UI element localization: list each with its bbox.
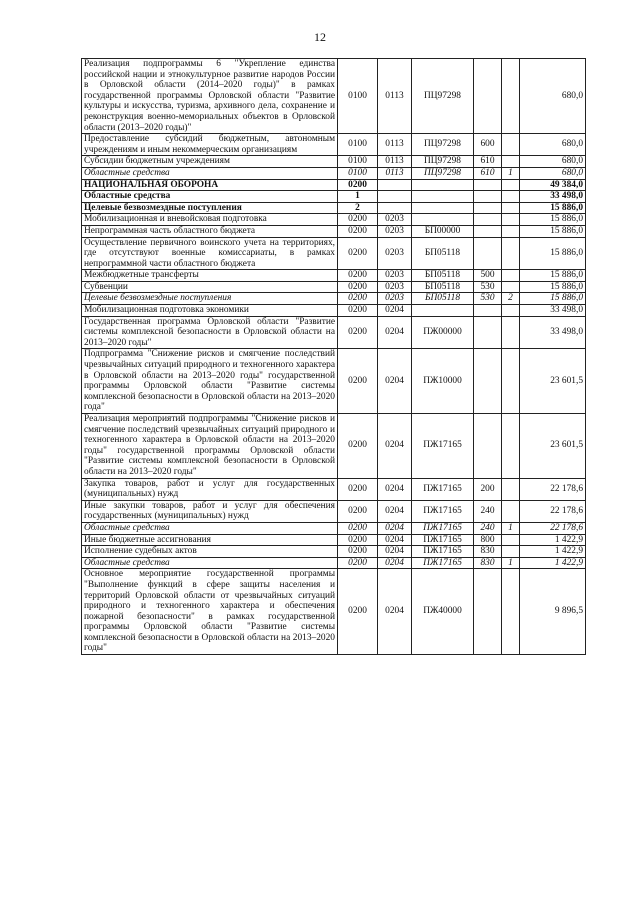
- table-row: [82, 414, 586, 479]
- subsection-code: 0204: [378, 500, 412, 522]
- funding-source-code: [502, 316, 520, 349]
- amount: 22 178,6: [520, 478, 586, 500]
- funding-source-code: [502, 500, 520, 522]
- row-name: Осуществление первичного воинского учета на территориях, где отсутствуют военные комиссариаты, в рамках непрограммной части областного бюджета: [82, 237, 338, 270]
- funding-source-code: [502, 237, 520, 270]
- subsection-code: 0204: [378, 522, 412, 534]
- expense-type-code: [474, 237, 502, 270]
- funding-source-code: 1: [502, 167, 520, 179]
- subsection-code: 0204: [378, 478, 412, 500]
- table-row: [82, 293, 586, 305]
- expense-type-code: 600: [474, 134, 502, 156]
- section-code: 0100: [338, 167, 378, 179]
- expense-type-code: [474, 349, 502, 414]
- amount: 1 422,9: [520, 546, 586, 558]
- section-code: 0200: [338, 179, 378, 191]
- amount: 15 886,0: [520, 202, 586, 214]
- amount: 49 384,0: [520, 179, 586, 191]
- funding-source-code: [502, 270, 520, 282]
- expense-type-code: 610: [474, 156, 502, 168]
- funding-source-code: [502, 349, 520, 414]
- amount: 15 886,0: [520, 281, 586, 293]
- target-article-code: БП05118: [412, 281, 474, 293]
- section-code: 0200: [338, 546, 378, 558]
- amount: 15 886,0: [520, 225, 586, 237]
- target-article-code: ПЦ97298: [412, 134, 474, 156]
- target-article-code: БП05118: [412, 293, 474, 305]
- target-article-code: ПЖ17165: [412, 478, 474, 500]
- subsection-code: 0203: [378, 225, 412, 237]
- amount: 1 422,9: [520, 534, 586, 546]
- section-code: 0200: [338, 557, 378, 569]
- subsection-code: [378, 179, 412, 191]
- amount: 680,0: [520, 134, 586, 156]
- subsection-code: 0113: [378, 156, 412, 168]
- table-row: [82, 305, 586, 317]
- subsection-code: 0203: [378, 214, 412, 226]
- target-article-code: [412, 179, 474, 191]
- table-row: [82, 237, 586, 270]
- subsection-code: 0113: [378, 59, 412, 134]
- amount: 22 178,6: [520, 500, 586, 522]
- expense-type-code: 530: [474, 293, 502, 305]
- subsection-code: [378, 202, 412, 214]
- row-name: Подпрограмма "Снижение рисков и смягчение последствий чрезвычайных ситуаций природного и техногенного характера в Орловской области на 2013–2020 годы" государственной программы Орловской области "Развитие системы комплексной безопасности в Орловской области на 2013–2020 года": [82, 349, 338, 414]
- expense-type-code: [474, 214, 502, 226]
- funding-source-code: [502, 478, 520, 500]
- amount: 33 498,0: [520, 191, 586, 203]
- amount: 33 498,0: [520, 316, 586, 349]
- table-row: [82, 179, 586, 191]
- section-code: 0200: [338, 214, 378, 226]
- target-article-code: ПЖ10000: [412, 349, 474, 414]
- expense-type-code: [474, 202, 502, 214]
- expense-type-code: 830: [474, 557, 502, 569]
- target-article-code: БП05118: [412, 237, 474, 270]
- target-article-code: ПЦ97298: [412, 156, 474, 168]
- section-code: 2: [338, 202, 378, 214]
- row-name: Целевые безвозмездные поступления: [82, 293, 338, 305]
- table-row: [82, 569, 586, 655]
- section-code: 1: [338, 191, 378, 203]
- amount: 22 178,6: [520, 522, 586, 534]
- subsection-code: 0204: [378, 316, 412, 349]
- table-row: [82, 349, 586, 414]
- expense-type-code: [474, 569, 502, 655]
- target-article-code: [412, 214, 474, 226]
- row-name: Предоставление субсидий бюджетным, автономным учреждениям и иным некоммерческим организациям: [82, 134, 338, 156]
- row-name: Основное мероприятие государственной программы "Выполнение функций в сфере защиты населения и территорий Орловской области от чрезвычайных ситуаций природного и техногенного характера и обеспечения пожарной безопасности" в рамках государственной программы Орловской области "Развитие системы комплексной безопасности в Орловской области на 2013–2020 годы": [82, 569, 338, 655]
- target-article-code: ПЖ17165: [412, 500, 474, 522]
- row-name: Межбюджетные трансферты: [82, 270, 338, 282]
- row-name: Областные средства: [82, 191, 338, 203]
- funding-source-code: [502, 305, 520, 317]
- amount: 15 886,0: [520, 293, 586, 305]
- row-name: Государственная программа Орловской области "Развитие системы комплексной безопасности в Орловской области на 2013–2020 годы": [82, 316, 338, 349]
- section-code: 0200: [338, 293, 378, 305]
- subsection-code: 0204: [378, 414, 412, 479]
- section-code: 0200: [338, 270, 378, 282]
- amount: 23 601,5: [520, 349, 586, 414]
- section-code: 0200: [338, 281, 378, 293]
- target-article-code: БП00000: [412, 225, 474, 237]
- section-code: 0100: [338, 59, 378, 134]
- subsection-code: 0204: [378, 569, 412, 655]
- expense-type-code: [474, 225, 502, 237]
- row-name: Мобилизационная подготовка экономики: [82, 305, 338, 317]
- table-row: [82, 202, 586, 214]
- row-name: Областные средства: [82, 557, 338, 569]
- subsection-code: 0204: [378, 534, 412, 546]
- funding-source-code: [502, 414, 520, 479]
- funding-source-code: 2: [502, 293, 520, 305]
- funding-source-code: [502, 214, 520, 226]
- amount: 33 498,0: [520, 305, 586, 317]
- amount: 15 886,0: [520, 214, 586, 226]
- section-code: 0200: [338, 305, 378, 317]
- subsection-code: 0113: [378, 134, 412, 156]
- budget-table: [81, 58, 586, 655]
- funding-source-code: 1: [502, 557, 520, 569]
- amount: 680,0: [520, 59, 586, 134]
- table-row: [82, 225, 586, 237]
- expense-type-code: 530: [474, 281, 502, 293]
- subsection-code: 0203: [378, 293, 412, 305]
- row-name: Мобилизационная и вневойсковая подготовка: [82, 214, 338, 226]
- expense-type-code: [474, 191, 502, 203]
- row-name: Целевые безвозмездные поступления: [82, 202, 338, 214]
- row-name: Реализация подпрограммы 6 "Укрепление единства российской нации и этнокультурное развитие народов России в Орловской области (2014–2020 годы)" в рамках государственной программы Орловской области "Развитие культуры и искусства, туризма, архивного дела, сохранение и реконструкция военно-мемориальных объектов в Орловской области (2013–2020 годы)": [82, 59, 338, 134]
- funding-source-code: [502, 546, 520, 558]
- funding-source-code: [502, 534, 520, 546]
- subsection-code: [378, 191, 412, 203]
- funding-source-code: [502, 179, 520, 191]
- table-row: [82, 156, 586, 168]
- target-article-code: ПЦ97298: [412, 167, 474, 179]
- target-article-code: [412, 202, 474, 214]
- expense-type-code: 610: [474, 167, 502, 179]
- expense-type-code: [474, 305, 502, 317]
- table-row: [82, 534, 586, 546]
- section-code: 0200: [338, 534, 378, 546]
- table-row: [82, 134, 586, 156]
- target-article-code: ПЖ00000: [412, 316, 474, 349]
- target-article-code: ПЖ17165: [412, 522, 474, 534]
- target-article-code: [412, 191, 474, 203]
- target-article-code: ПЖ17165: [412, 557, 474, 569]
- page-number: 12: [314, 30, 326, 44]
- row-name: Непрограммная часть областного бюджета: [82, 225, 338, 237]
- row-name: Субвенции: [82, 281, 338, 293]
- funding-source-code: [502, 134, 520, 156]
- section-code: 0100: [338, 156, 378, 168]
- amount: 23 601,5: [520, 414, 586, 479]
- section-code: 0200: [338, 500, 378, 522]
- table-row: [82, 478, 586, 500]
- subsection-code: 0204: [378, 349, 412, 414]
- row-name: Субсидии бюджетным учреждениям: [82, 156, 338, 168]
- amount: 9 896,5: [520, 569, 586, 655]
- row-name: Областные средства: [82, 522, 338, 534]
- section-code: 0200: [338, 478, 378, 500]
- target-article-code: [412, 305, 474, 317]
- subsection-code: 0204: [378, 557, 412, 569]
- subsection-code: 0203: [378, 270, 412, 282]
- table-row: [82, 546, 586, 558]
- expense-type-code: [474, 179, 502, 191]
- subsection-code: 0113: [378, 167, 412, 179]
- section-code: 0100: [338, 134, 378, 156]
- expense-type-code: 500: [474, 270, 502, 282]
- row-name: Закупка товаров, работ и услуг для государственных (муниципальных) нужд: [82, 478, 338, 500]
- amount: 1 422,9: [520, 557, 586, 569]
- row-name: НАЦИОНАЛЬНАЯ ОБОРОНА: [82, 179, 338, 191]
- section-code: 0200: [338, 522, 378, 534]
- target-article-code: ПЦ97298: [412, 59, 474, 134]
- section-code: 0200: [338, 237, 378, 270]
- section-code: 0200: [338, 316, 378, 349]
- target-article-code: ПЖ17165: [412, 534, 474, 546]
- row-name: Исполнение судебных актов: [82, 546, 338, 558]
- table-row: [82, 281, 586, 293]
- subsection-code: 0204: [378, 305, 412, 317]
- section-code: 0200: [338, 225, 378, 237]
- expense-type-code: 200: [474, 478, 502, 500]
- section-code: 0200: [338, 414, 378, 479]
- subsection-code: 0203: [378, 281, 412, 293]
- table-row: [82, 59, 586, 134]
- table-row: [82, 316, 586, 349]
- target-article-code: ПЖ40000: [412, 569, 474, 655]
- row-name: Иные закупки товаров, работ и услуг для обеспечения государственных (муниципальных) нужд: [82, 500, 338, 522]
- table-row: [82, 500, 586, 522]
- target-article-code: БП05118: [412, 270, 474, 282]
- table-row: [82, 557, 586, 569]
- funding-source-code: [502, 156, 520, 168]
- amount: 680,0: [520, 156, 586, 168]
- funding-source-code: [502, 59, 520, 134]
- table-row: [82, 191, 586, 203]
- expense-type-code: [474, 414, 502, 479]
- row-name: Областные средства: [82, 167, 338, 179]
- table-row: [82, 214, 586, 226]
- section-code: 0200: [338, 569, 378, 655]
- target-article-code: ПЖ17165: [412, 414, 474, 479]
- table-row: [82, 522, 586, 534]
- funding-source-code: [502, 569, 520, 655]
- expense-type-code: 800: [474, 534, 502, 546]
- funding-source-code: 1: [502, 522, 520, 534]
- amount: 15 886,0: [520, 237, 586, 270]
- funding-source-code: [502, 281, 520, 293]
- table-row: [82, 270, 586, 282]
- expense-type-code: [474, 59, 502, 134]
- amount: 680,0: [520, 167, 586, 179]
- funding-source-code: [502, 202, 520, 214]
- expense-type-code: 240: [474, 500, 502, 522]
- funding-source-code: [502, 191, 520, 203]
- expense-type-code: 240: [474, 522, 502, 534]
- amount: 15 886,0: [520, 270, 586, 282]
- subsection-code: 0204: [378, 546, 412, 558]
- section-code: 0200: [338, 349, 378, 414]
- subsection-code: 0203: [378, 237, 412, 270]
- expense-type-code: [474, 316, 502, 349]
- table-row: [82, 167, 586, 179]
- row-name: Реализация мероприятий подпрограммы "Снижение рисков и смягчение последствий чрезвычайных ситуаций природного и техногенного характера в Орловской области на 2013–2020 годы" государственной программы Орловской области "Развитие системы комплексной безопасности в Орловской области на 2013–2020 годы": [82, 414, 338, 479]
- funding-source-code: [502, 225, 520, 237]
- target-article-code: ПЖ17165: [412, 546, 474, 558]
- expense-type-code: 830: [474, 546, 502, 558]
- row-name: Иные бюджетные ассигнования: [82, 534, 338, 546]
